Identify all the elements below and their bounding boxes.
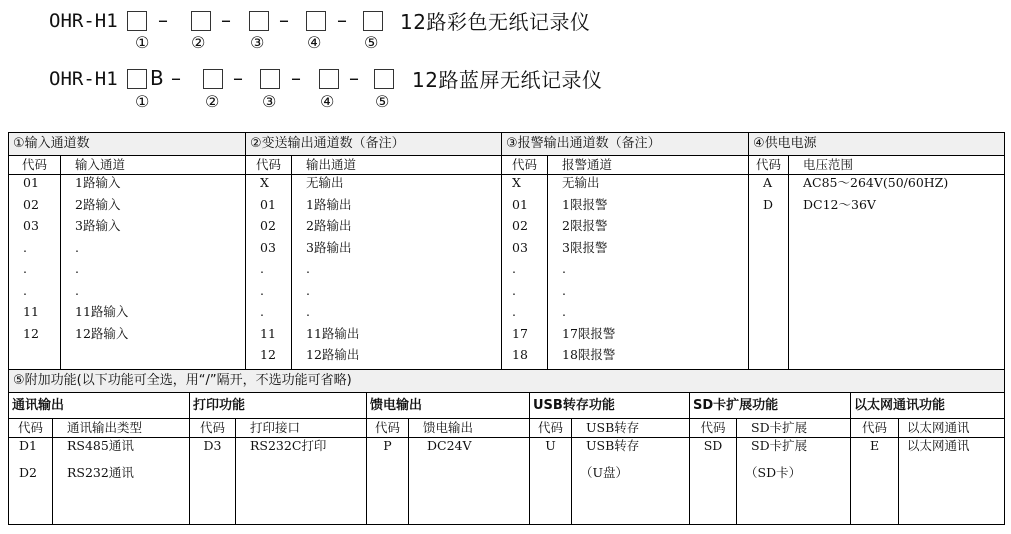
desc-label: SD卡扩展 [737, 419, 851, 438]
desc-cell: . [292, 304, 502, 326]
table-row [9, 261, 1005, 283]
desc-cell [789, 283, 1005, 305]
dash: – [279, 8, 289, 32]
code-cell: . [246, 283, 292, 305]
code-cell [367, 465, 409, 525]
desc-cell: 18限报警 [548, 347, 749, 369]
product-title: 12路彩色无纸记录仪 [400, 10, 591, 34]
desc-label: 打印接口 [236, 419, 367, 438]
desc-cell: （U盘） [572, 465, 690, 525]
code-box-1 [127, 69, 147, 89]
desc-label: 报警通道 [548, 156, 749, 175]
position-number: ③ [262, 92, 277, 111]
dash: – [233, 66, 243, 90]
desc-cell: RS485通讯 [53, 438, 190, 465]
group-title: 通讯输出 [9, 393, 190, 419]
desc-cell [61, 347, 246, 369]
desc-cell: USB转存 [572, 438, 690, 465]
code-label: 代码 [690, 419, 737, 438]
column-label-row [9, 156, 1005, 175]
code-box-5 [363, 11, 383, 31]
position-number: ① [135, 33, 150, 52]
desc-label: 输入通道 [61, 156, 246, 175]
table-row [9, 175, 1005, 197]
dash: – [221, 8, 231, 32]
column-label-row [9, 419, 1005, 438]
code-label: 代码 [9, 419, 53, 438]
position-number: ⑤ [375, 92, 390, 111]
code-cell: 02 [502, 218, 548, 240]
code-cell: A [749, 175, 789, 197]
group-title: USB转存功能 [530, 393, 690, 419]
group-title: 馈电输出 [367, 393, 530, 419]
code-cell [749, 283, 789, 305]
code-box-4 [306, 11, 326, 31]
code-cell: 01 [9, 175, 61, 197]
model-name: OHR-H1 [49, 10, 118, 32]
dash: – [349, 66, 359, 90]
dash: – [158, 8, 168, 32]
code-cell: 18 [502, 347, 548, 369]
desc-cell: 1路输入 [61, 175, 246, 197]
section-header-row [9, 370, 1005, 393]
desc-cell [899, 465, 1005, 525]
position-number: ② [191, 33, 206, 52]
code-box-3 [249, 11, 269, 31]
code-cell: D3 [190, 438, 236, 465]
code-cell: 12 [246, 347, 292, 369]
code-cell: SD [690, 438, 737, 465]
code-cell: 03 [246, 240, 292, 262]
desc-cell: 17限报警 [548, 326, 749, 348]
code-cell: . [246, 304, 292, 326]
code-cell: . [9, 261, 61, 283]
desc-cell: . [292, 261, 502, 283]
desc-cell: 以太网通讯 [907, 438, 970, 453]
desc-cell: 2路输出 [292, 218, 502, 240]
code-label: 代码 [367, 419, 409, 438]
section-title: ⑤附加功能(以下功能可全选，用“/”隔开，不选功能可省略) [9, 370, 1005, 393]
position-number: ③ [250, 33, 265, 52]
position-number: ④ [320, 92, 335, 111]
desc-cell: . [548, 283, 749, 305]
desc-cell: . [548, 261, 749, 283]
code-box-3 [260, 69, 280, 89]
section-title: ③报警输出通道数（备注） [502, 133, 749, 156]
dash: – [291, 66, 301, 90]
code-cell: P [367, 438, 409, 465]
code-cell: E [851, 438, 899, 465]
table-row [9, 304, 1005, 326]
group-title: 以太网通讯功能 [851, 393, 1005, 419]
desc-cell [789, 304, 1005, 326]
b-suffix: B [150, 66, 164, 90]
position-number: ④ [307, 33, 322, 52]
group-title: 打印功能 [190, 393, 367, 419]
desc-cell [409, 465, 530, 525]
group-title: SD卡扩展功能 [690, 393, 851, 419]
desc-label: 电压范围 [789, 156, 1005, 175]
code-cell: 03 [9, 218, 61, 240]
desc-cell: 2限报警 [548, 218, 749, 240]
code-cell: 03 [502, 240, 548, 262]
table-row [9, 347, 1005, 369]
desc-label: 以太网通讯 [899, 419, 1005, 438]
desc-cell: RS232C打印 [236, 438, 367, 465]
desc-cell: 3路输出 [292, 240, 502, 262]
code-cell [749, 261, 789, 283]
code-cell: X [502, 175, 548, 197]
code-box-2 [203, 69, 223, 89]
desc-cell: 无输出 [548, 175, 749, 197]
desc-cell: . [61, 261, 246, 283]
desc-cell [789, 326, 1005, 348]
code-label: 代码 [530, 419, 572, 438]
options-table [8, 132, 1005, 370]
desc-label: 通讯输出类型 [53, 419, 190, 438]
desc-cell: 3限报警 [548, 240, 749, 262]
code-cell: . [502, 304, 548, 326]
table-row [9, 240, 1005, 262]
code-label: 代码 [190, 419, 236, 438]
desc-cell: . [61, 240, 246, 262]
code-cell: 02 [246, 218, 292, 240]
code-cell: 17 [502, 326, 548, 348]
code-cell: 01 [246, 197, 292, 219]
section-header-row [9, 133, 1005, 156]
code-cell: . [246, 261, 292, 283]
position-number: ⑤ [364, 33, 379, 52]
model-name: OHR-H1 [49, 68, 118, 90]
code-cell [749, 304, 789, 326]
desc-label: 输出通道 [292, 156, 502, 175]
desc-cell [789, 218, 1005, 240]
code-cell: X [246, 175, 292, 197]
table-row [9, 218, 1005, 240]
position-number: ② [205, 92, 220, 111]
desc-cell [789, 240, 1005, 262]
position-number: ① [135, 92, 150, 111]
code-cell: 02 [9, 197, 61, 219]
code-cell: 12 [9, 326, 61, 348]
code-cell [530, 465, 572, 525]
code-cell: 11 [246, 326, 292, 348]
code-cell [749, 218, 789, 240]
desc-cell: 11路输入 [61, 304, 246, 326]
code-cell: D1 [9, 438, 53, 465]
code-box-2 [191, 11, 211, 31]
code-label: 代码 [851, 419, 899, 438]
desc-cell: 12路输出 [292, 347, 502, 369]
code-cell: . [9, 283, 61, 305]
table-row [9, 438, 1005, 465]
code-cell [749, 326, 789, 348]
desc-label: 馈电输出 [409, 419, 530, 438]
code-box-1 [127, 11, 147, 31]
desc-cell: 无输出 [292, 175, 502, 197]
desc-cell [789, 261, 1005, 283]
code-box-4 [319, 69, 339, 89]
table-row [9, 283, 1005, 305]
section-title: ④供电电源 [749, 133, 1005, 156]
desc-cell: 2路输入 [61, 197, 246, 219]
code-cell [851, 465, 899, 525]
desc-cell: RS232通讯 [53, 465, 190, 525]
desc-cell: AC85～264V(50/60HZ) [803, 175, 949, 190]
desc-cell: SD卡扩展 [737, 438, 851, 465]
desc-cell [236, 465, 367, 525]
code-cell: U [530, 438, 572, 465]
additional-functions-table [8, 369, 1005, 525]
desc-cell: 1限报警 [548, 197, 749, 219]
code-cell [190, 465, 236, 525]
desc-cell: 1路输出 [292, 197, 502, 219]
code-box-5 [374, 69, 394, 89]
code-cell: D2 [9, 465, 53, 525]
table-row [9, 465, 1005, 525]
code-cell: D [749, 197, 789, 219]
code-cell [749, 240, 789, 262]
table-row [9, 326, 1005, 348]
desc-label: USB转存 [572, 419, 690, 438]
desc-cell: 3路输入 [61, 218, 246, 240]
code-label: 代码 [749, 156, 789, 175]
code-cell [749, 347, 789, 369]
code-cell: . [502, 283, 548, 305]
group-title-row [9, 393, 1005, 419]
desc-cell: DC24V [409, 438, 530, 465]
desc-cell: . [61, 283, 246, 305]
desc-cell: . [548, 304, 749, 326]
model-code-line-2 [49, 62, 669, 96]
code-cell: . [502, 261, 548, 283]
dash: – [337, 8, 347, 32]
code-label: 代码 [9, 156, 61, 175]
section-title: ①输入通道数 [9, 133, 246, 156]
table-row [9, 197, 1005, 219]
code-label: 代码 [502, 156, 548, 175]
desc-cell: 11路输出 [292, 326, 502, 348]
desc-cell: 12路输入 [61, 326, 246, 348]
code-cell: . [9, 240, 61, 262]
desc-cell: （SD卡） [737, 465, 851, 525]
dash: – [171, 66, 181, 90]
desc-cell: . [292, 283, 502, 305]
code-cell: 01 [502, 197, 548, 219]
product-title: 12路蓝屏无纸记录仪 [412, 68, 603, 92]
code-cell [9, 347, 61, 369]
code-label: 代码 [246, 156, 292, 175]
code-cell [690, 465, 737, 525]
desc-cell [789, 347, 1005, 369]
code-cell: 11 [9, 304, 61, 326]
section-title: ②变送输出通道数（备注） [246, 133, 502, 156]
desc-cell: DC12～36V [803, 196, 876, 212]
